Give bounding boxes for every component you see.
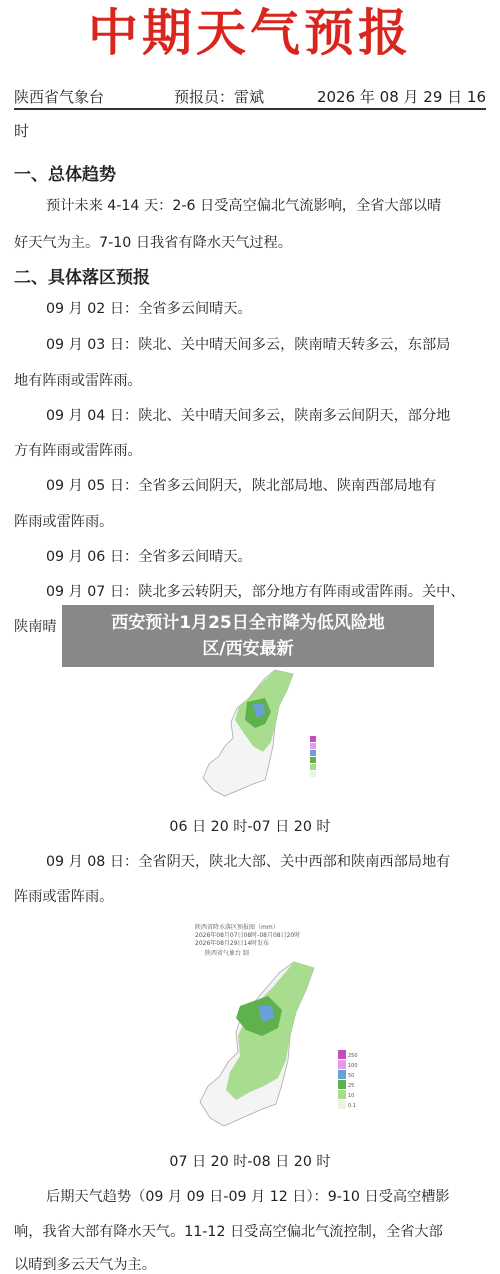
legend-label: 250 [348,1053,358,1059]
section-heading-trend: 一、总体趋势 [14,165,116,185]
organization: 陕西省气象台 [14,88,105,106]
map-1-caption: 06 日 20 时-07 日 20 时 [169,819,331,835]
map-2-issued: 2026年08月29日14时发布 [195,940,270,947]
day-line: 阵雨或雷阵雨。 [14,514,114,530]
forecast-title: 中期天气预报 [88,3,412,62]
legend-label: 50 [348,1073,355,1079]
day-line: 09 月 02 日：全省多云间晴天。 [46,301,252,317]
trend-line-1: 预计未来 4-14 天：2-6 日受高空偏北气流影响，全省大部以晴 [46,198,442,214]
later-line-1: 后期天气趋势（09 月 09 日-09 月 12 日）：9-10 日受高空槽影 [46,1189,450,1205]
map-2-period: 2026年08月07日08时-08月08日20时 [195,932,301,939]
day-line: 方有阵雨或雷阵雨。 [14,443,142,459]
map-2-title: 陕西省降水落区预报图（mm） [195,924,279,931]
precip-map-1 [195,668,335,803]
legend-label: 100 [348,1063,358,1069]
precip-map-2 [190,960,365,1145]
issue-date-cont: 时 [14,122,30,140]
issue-date: 2026 年 08 月 29 日 16 [316,88,486,106]
later-line-3: 以晴到多云天气为主。 [14,1257,156,1273]
day-line: 09 月 05 日：全省多云间阴天，陕北部局地、陕南西部局地有 [46,478,437,494]
news-headline-banner[interactable] [62,605,434,667]
legend-label: 0.1 [348,1103,356,1109]
header-row [14,86,486,110]
trend-line-2: 好天气为主。7-10 日我省有降水天气过程。 [14,235,292,251]
day-line: 09 月 07 日：陕北多云转阴天，部分地方有阵雨或雷阵雨。关中、 [46,584,465,600]
banner-line-2: 区/西安最新 [202,639,294,659]
map-2-caption: 07 日 20 时-08 日 20 时 [169,1154,331,1170]
later-line-2: 响，我省大部有降水天气。11-12 日受高空偏北气流控制，全省大部 [14,1224,443,1240]
day-line: 09 月 08 日：全省阴天，陕北大部、关中西部和陕南西部局地有 [46,854,451,870]
legend-label: 25 [348,1083,355,1089]
forecaster: 预报员：雷斌 [174,88,265,106]
banner-line-1: 西安预计1月25日全市降为低风险地 [111,613,385,633]
day-line: 阵雨或雷阵雨。 [14,889,114,905]
map-2-org: 陕西省气象台 制 [205,950,249,957]
day-line: 09 月 04 日：陕北、关中晴天间多云，陕南多云间阴天，部分地 [46,408,451,424]
day-line: 地有阵雨或雷阵雨。 [14,373,142,389]
section-heading-detail: 二、具体落区预报 [14,268,150,288]
legend-label: 10 [348,1093,355,1099]
day-line: 09 月 06 日：全省多云间晴天。 [46,549,252,565]
day-line: 09 月 03 日：陕北、关中晴天间多云，陕南晴天转多云，东部局 [46,337,451,353]
day-line: 陕南晴 [14,619,57,635]
